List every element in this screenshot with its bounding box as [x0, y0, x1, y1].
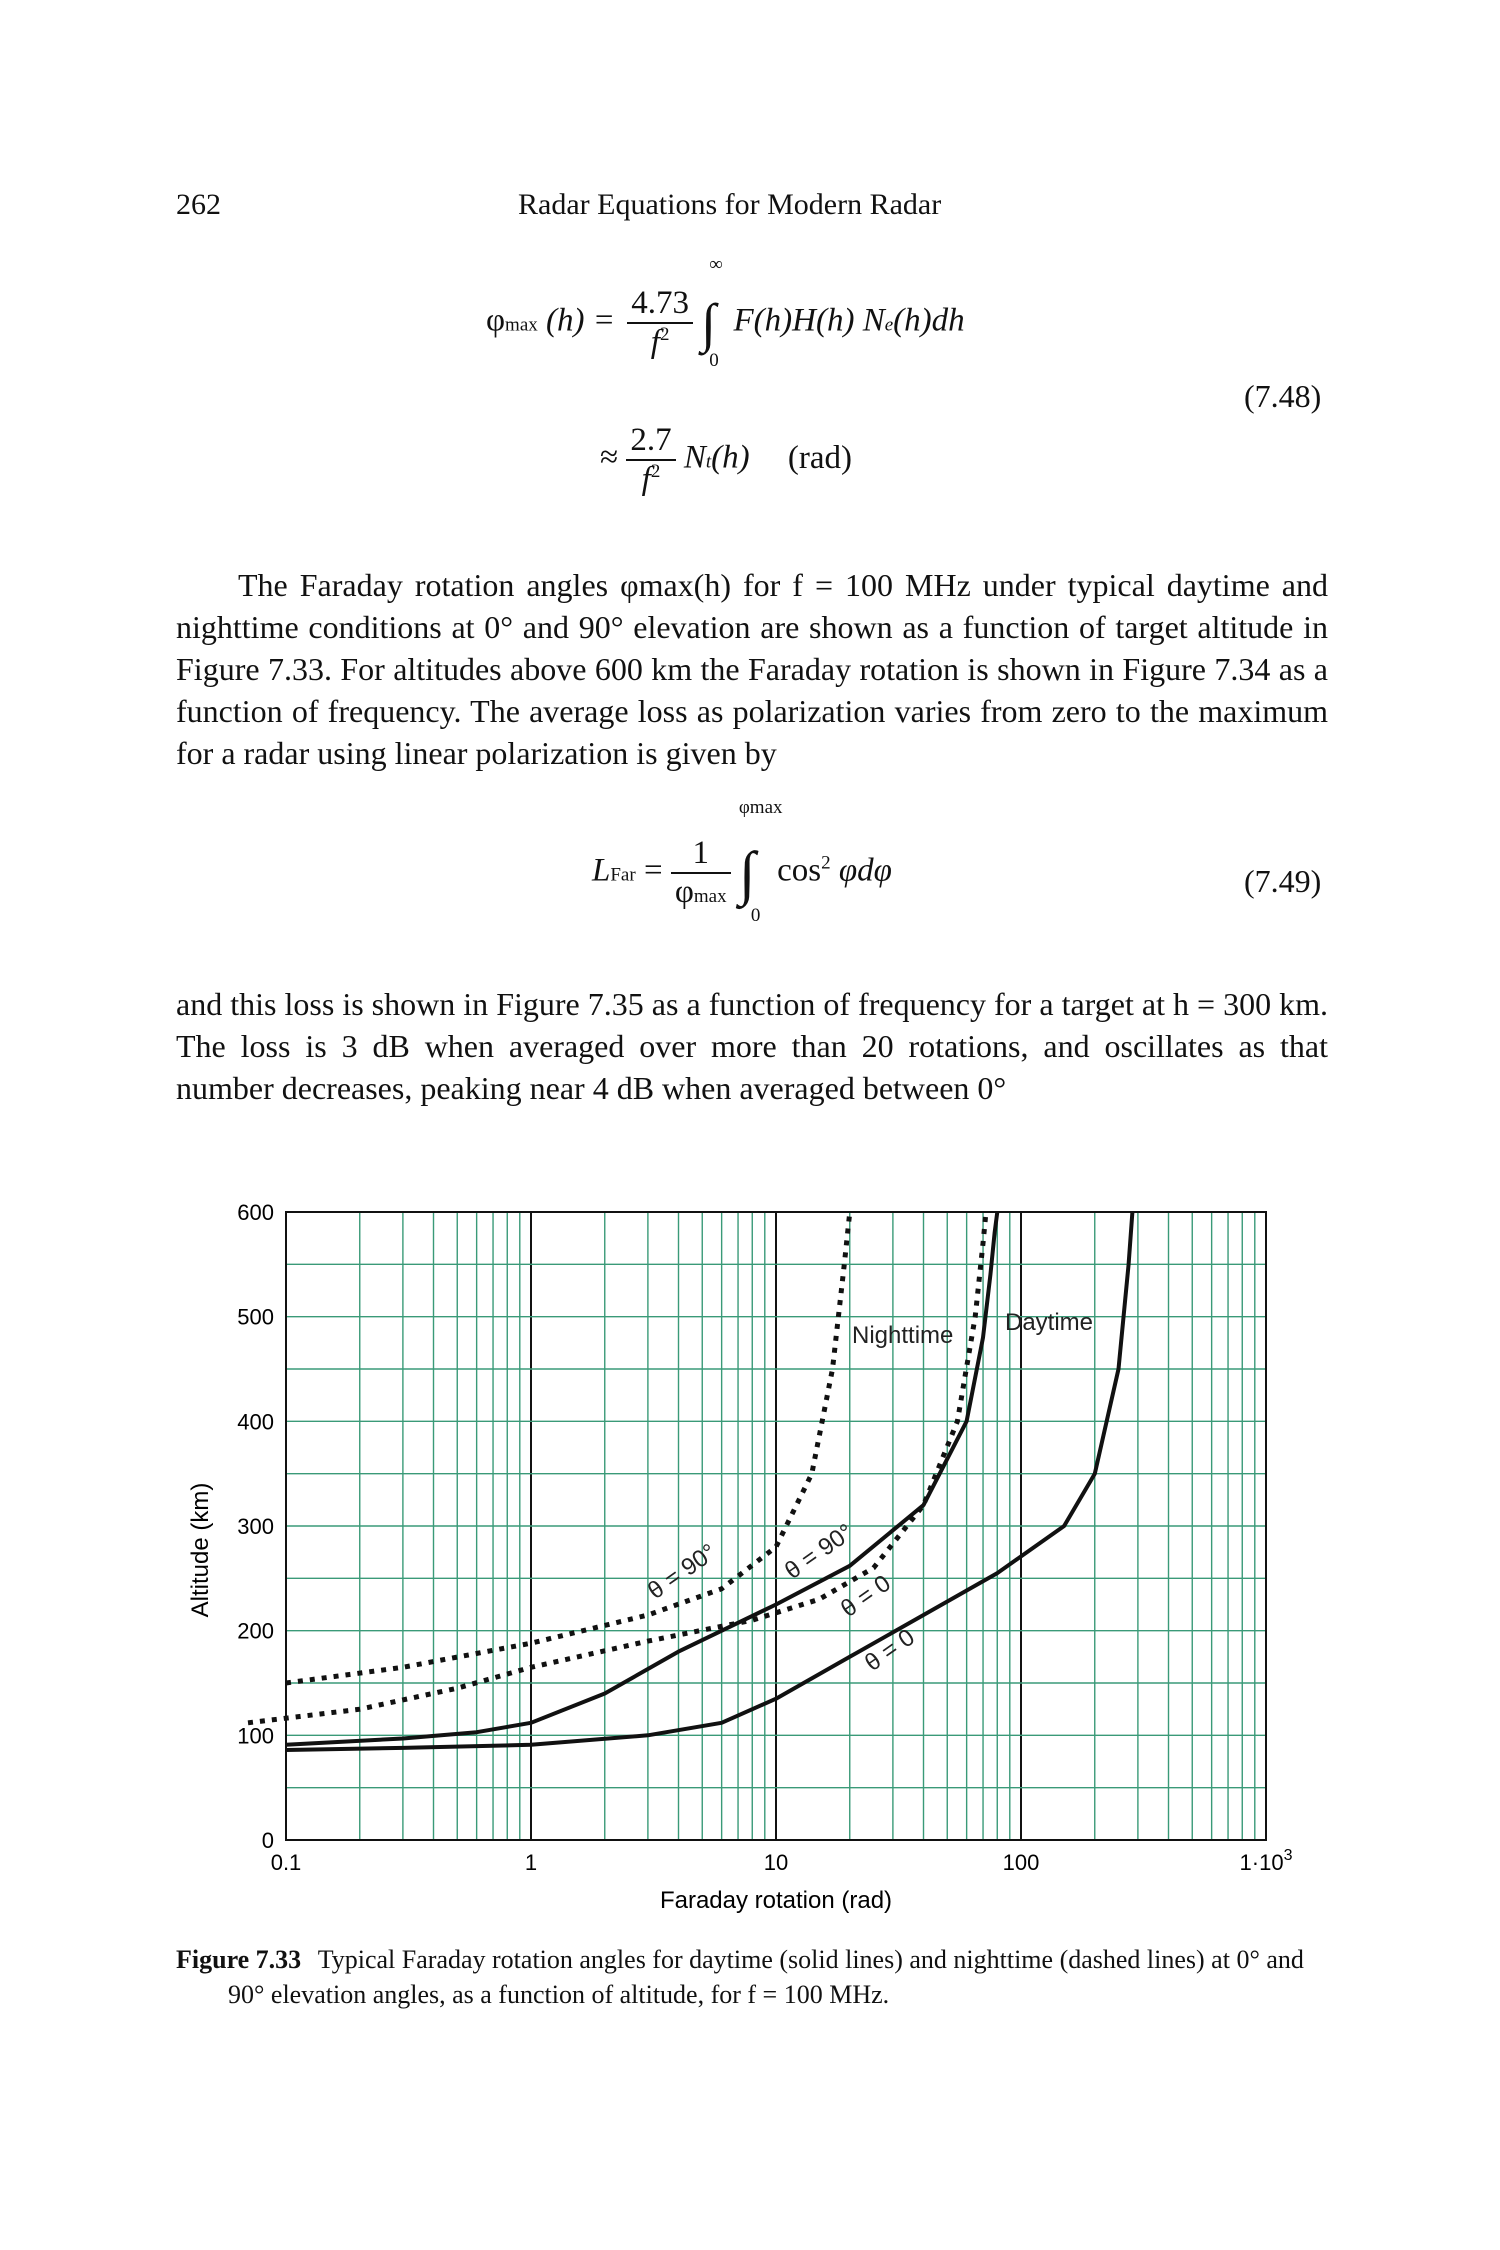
running-title: Radar Equations for Modern Radar [518, 188, 942, 221]
x-tick-label: 100 [1002, 1850, 1040, 1875]
equation-7-49: LFar = $\frac{1}{\varphi\max}$ φmax ∫ 0 $\cos^2 \varphi d\varphi$ [592, 797, 892, 926]
body-paragraph-2: and this loss is shown in Figure 7.35 as a function of frequency for a target at h = 300 km. The loss is 3 dB when averaged over more than 20 rotations, and oscillates as that number decreases, peaking near 4 dB when averaged between 0° [176, 986, 1328, 1106]
x-axis-label: Faraday rotation (rad) [659, 1887, 893, 1914]
y-tick-label: 600 [237, 1200, 274, 1225]
y-tick-label: 300 [237, 1514, 274, 1539]
figure-caption-label: Figure 7.33 [176, 1945, 302, 1974]
x-tick-label: 10 [763, 1850, 789, 1875]
y-tick-label: 200 [237, 1618, 274, 1644]
equation-7-48-number: (7.48) [1244, 378, 1322, 414]
chart-annotation: θ = 0 [859, 1623, 920, 1677]
equation-7-49-number: (7.49) [1244, 863, 1322, 899]
y-axis-label: Altitude (km) [187, 1482, 214, 1618]
y-tick-label: 0 [261, 1828, 274, 1853]
chart-annotations [643, 1309, 1093, 1677]
chart-annotation: Daytime [1005, 1309, 1094, 1336]
chart-annotation: θ = 90° [642, 1538, 722, 1605]
equation-7-48-line2: ≈ $\frac{2.7}{f^2}$ Nt(h) (rad) [600, 422, 853, 497]
x-tick-label: 0.1 [270, 1850, 302, 1875]
chart-series [248, 1212, 1132, 1750]
equation-7-48-line1: φmax (h) = $\frac{4.73}{f^2}$ ∞ ∫ 0 F(h)H(h) Ne(h)dh [486, 254, 965, 371]
figure-caption [176, 1942, 1316, 2012]
y-tick-label: 400 [237, 1409, 274, 1435]
chart-annotation: θ = 0 [835, 1569, 896, 1623]
x-tick-label: 1 [524, 1850, 538, 1875]
chart-annotation: Nighttime [852, 1322, 954, 1349]
page-number: 262 [176, 188, 221, 221]
chart-annotation: θ = 90° [779, 1518, 859, 1585]
body-paragraph-1: The Faraday rotation angles φmax(h) for f = 100 MHz under typical daytime and nighttime conditions at 0° and 90° elevation are shown as a function of target altitude in Figure 7.33. For altitudes above 600 km the Faraday rotation is shown in Figure 7.34 as a function of frequency. The average loss as polarization varies from zero to the maximum for a radar using linear polarization is given by [176, 567, 1328, 771]
y-tick-label: 100 [237, 1723, 274, 1749]
series-line [286, 1212, 1132, 1750]
figure-caption-text: Typical Faraday rotation angles for daytime (solid lines) and nighttime (dashed lines) at 0° and 90° elevation angles, as a function of altitude, for f = 100 MHz. [228, 1945, 1304, 2009]
y-tick-label: 500 [237, 1304, 274, 1330]
x-tick-label: $1\cdot 10^3$ [1239, 1847, 1293, 1875]
